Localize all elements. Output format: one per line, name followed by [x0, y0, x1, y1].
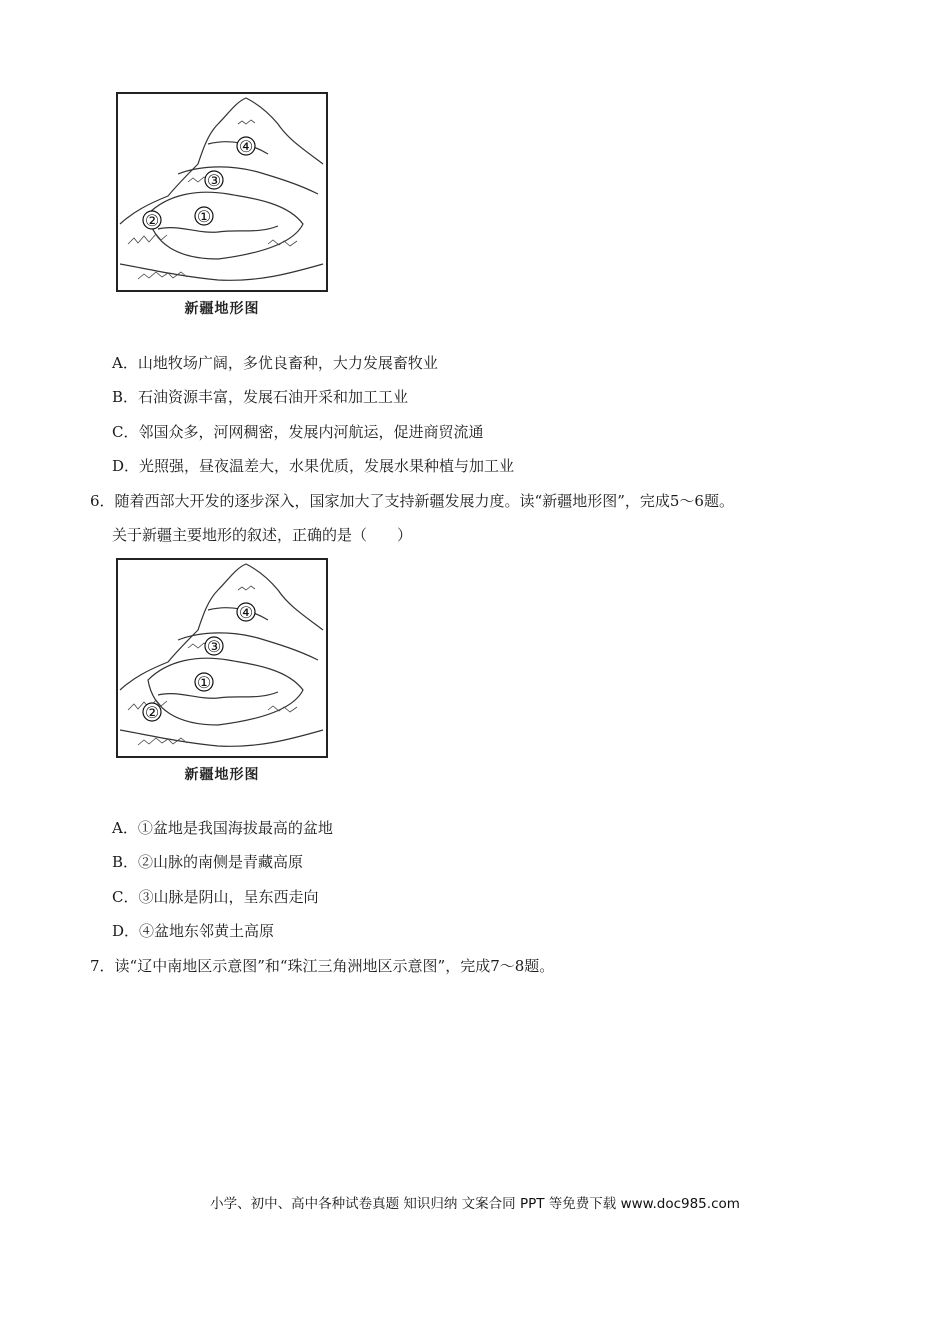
q5-option-c: C．邻国众多，河网稠密，发展内河航运，促进商贸流通 — [112, 423, 484, 441]
map-marker-2: ② — [144, 211, 160, 230]
map-marker-4: ④ — [238, 603, 254, 622]
xinjiang-map-figure-1 — [116, 92, 328, 318]
q5-option-b: B．石油资源丰富，发展石油开采和加工工业 — [112, 388, 409, 406]
page-footer: 小学、初中、高中各种试卷真题 知识归纳 文案合同 PPT 等免费下载 www.doc985.com — [210, 1196, 740, 1212]
xinjiang-terrain-map-drawing — [118, 94, 326, 290]
q5-option-d: D．光照强，昼夜温差大，水果优质，发展水果种植与加工业 — [112, 457, 515, 475]
map-marker-3: ③ — [206, 171, 222, 190]
q6-option-d: D．④盆地东邻黄土高原 — [112, 922, 275, 940]
q6-stem-line1: 6．随着西部大开发的逐步深入，国家加大了支持新疆发展力度。读“新疆地形图”，完成5～6题。 — [90, 492, 734, 510]
map-marker-3: ③ — [206, 637, 222, 656]
xinjiang-map-figure-2 — [116, 558, 328, 784]
q6-option-b: B．②山脉的南侧是青藏高原 — [112, 853, 304, 871]
map-marker-2: ② — [144, 703, 160, 722]
q6-option-a: A．①盆地是我国海拔最高的盆地 — [112, 819, 333, 837]
map-marker-1: ① — [196, 673, 212, 692]
q6-stem-line2: 关于新疆主要地形的叙述，正确的是（ ） — [112, 526, 413, 544]
q7-stem-line1: 7．读“辽中南地区示意图”和“珠江三角洲地区示意图”，完成7～8题。 — [90, 957, 555, 975]
map-caption: 新疆地形图 — [184, 767, 260, 783]
q5-option-a: A．山地牧场广阔，多优良畜种，大力发展畜牧业 — [112, 354, 438, 372]
xinjiang-map-2 — [116, 558, 328, 758]
map-marker-4: ④ — [238, 137, 254, 156]
q6-option-c: C．③山脉是阴山，呈东西走向 — [112, 888, 319, 906]
xinjiang-terrain-map-drawing — [118, 560, 326, 756]
map-caption: 新疆地形图 — [184, 301, 260, 317]
map-marker-1: ① — [196, 207, 212, 226]
xinjiang-map-1 — [116, 92, 328, 292]
